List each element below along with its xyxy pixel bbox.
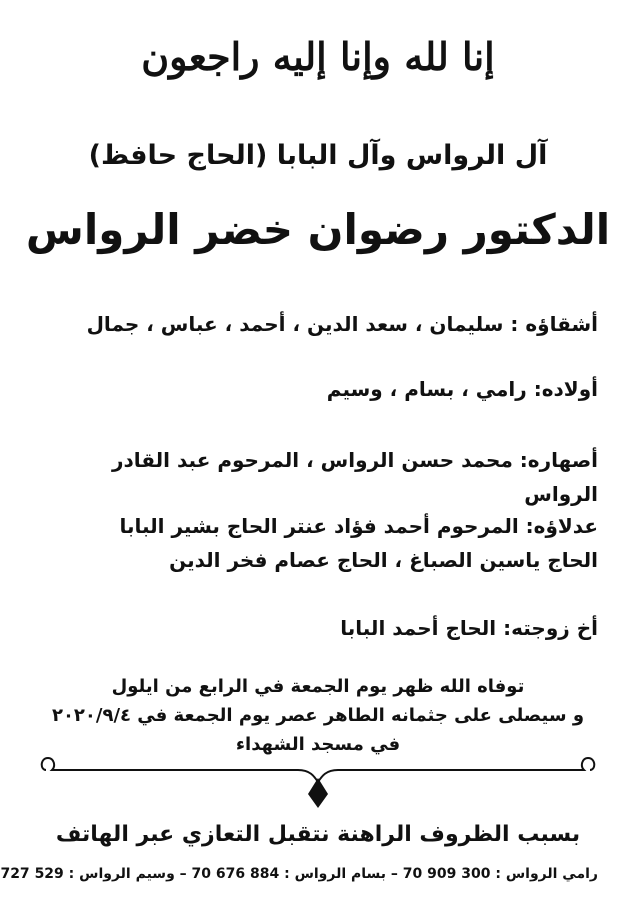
co-in-laws-line-2: الحاج ياسين الصباغ ، الحاج عصام فخر الدين	[169, 548, 598, 572]
notice-line-2: و سيصلى على جثمانه الطاهر عصر يوم الجمعة في ٢٠٢٠/٩/٤	[51, 705, 585, 726]
death-notice	[40, 672, 596, 759]
wife-brother-line: أخ زوجته: الحاج أحمد البابا	[340, 616, 598, 640]
ornamental-divider	[38, 748, 598, 812]
in-laws-line: أصهاره: محمد حسن الرواس ، المرحوم عبد القادر الرواس	[111, 448, 598, 506]
co-in-laws-block	[38, 509, 598, 577]
condolence-notice: بسبب الظروف الراهنة نتقبل التعازي عبر الهاتف	[55, 822, 581, 847]
deceased-name: الدكتور رضوان خضر الرواس	[25, 205, 611, 254]
phone-numbers: رامي الرواس : 300 909 70 – بسام الرواس : 884 676 70 – وسيم الرواس : 529 727	[0, 866, 598, 882]
quran-verse-calligraphy: إنا لله وإنا إليه راجعون	[141, 34, 495, 79]
brothers-line: أشقاؤه : سليمان ، سعد الدين ، أحمد ، عباس ، جمال	[86, 312, 598, 336]
co-in-laws-line-1: عدلاؤه: المرحوم أحمد فؤاد عنتر الحاج بشير البابا	[119, 514, 598, 538]
notice-line-3: في مسجد الشهداء	[235, 734, 401, 755]
sons-line: أولاده: رامي ، بسام ، وسيم	[326, 377, 598, 401]
families-line: آل الرواس وآل البابا (الحاج حافظ)	[88, 140, 548, 171]
notice-line-1: توفاه الله ظهر يوم الجمعة في الرابع من ايلول	[111, 676, 525, 697]
